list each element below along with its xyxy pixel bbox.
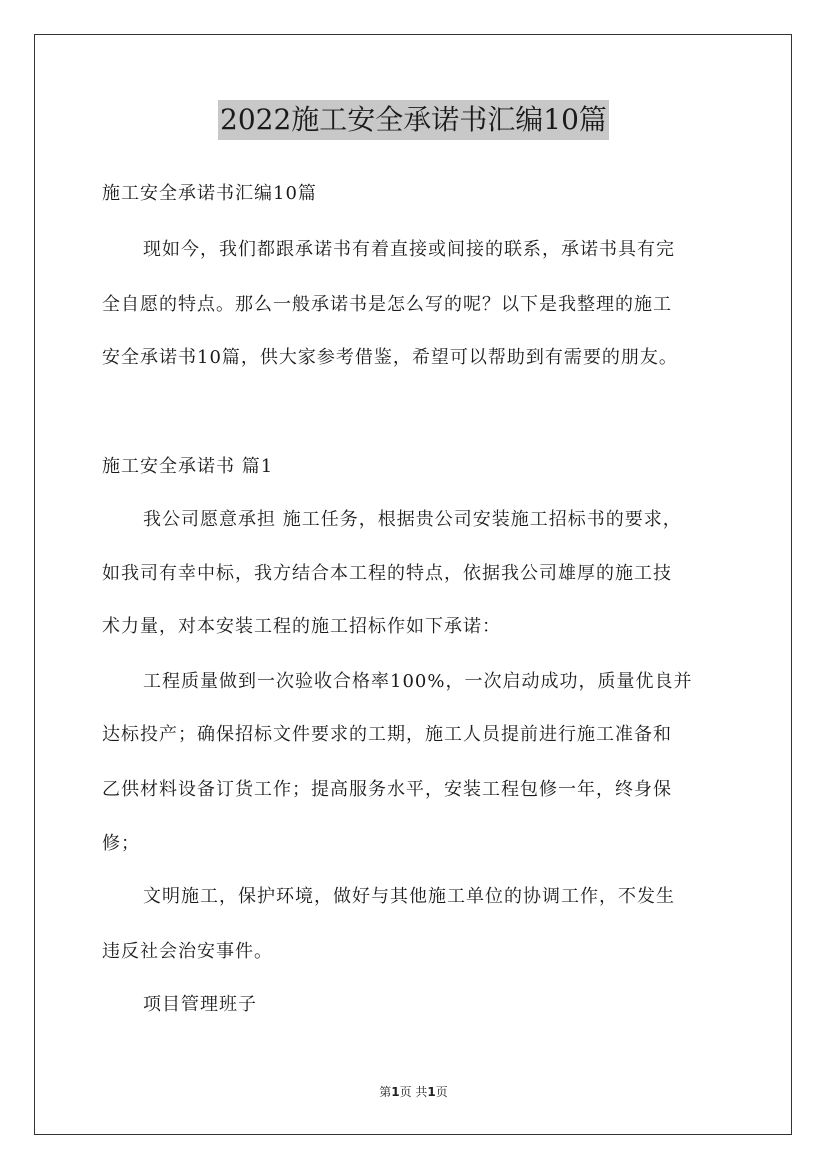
intro-line-2: 全自愿的特点。那么一般承诺书是怎么写的呢？以下是我整理的施工 [102, 294, 672, 315]
body-line-8: 文明施工，保护环境，做好与其他施工单位的协调工作，不发生 [143, 886, 675, 907]
document-title: 2022施工安全承诺书汇编10篇 [218, 100, 609, 140]
body-line-6: 乙供材料设备订货工作；提高服务水平，安装工程包修一年，终身保 [102, 779, 672, 800]
body-line-5: 达标投产；确保招标文件要求的工期，施工人员提前进行施工准备和 [102, 724, 672, 745]
intro-line-1: 现如今，我们都跟承诺书有着直接或间接的联系，承诺书具有完 [143, 239, 675, 260]
body-line-4: 工程质量做到一次验收合格率100%，一次启动成功，质量优良并 [143, 671, 693, 692]
body-line-2: 如我司有幸中标，我方结合本工程的特点，依据我公司雄厚的施工技 [102, 563, 672, 584]
section-heading: 施工安全承诺书 篇1 [102, 456, 274, 477]
body-line-9: 违反社会治安事件。 [102, 941, 273, 962]
footer-total-pages: 1 [427, 1085, 436, 1099]
body-line-1: 我公司愿意承担 施工任务，根据贵公司安装施工招标书的要求， [143, 509, 682, 530]
footer-current-page: 1 [391, 1085, 400, 1099]
footer-prefix: 第 [379, 1085, 392, 1099]
footer-mid: 页 共 [399, 1085, 428, 1099]
body-line-10: 项目管理班子 [143, 994, 257, 1015]
document-subtitle: 施工安全承诺书汇编10篇 [102, 183, 317, 204]
intro-line-3: 安全承诺书10篇，供大家参考借鉴，希望可以帮助到有需要的朋友。 [102, 347, 678, 368]
footer-suffix: 页 [435, 1085, 448, 1099]
body-line-3: 术力量，对本安装工程的施工招标作如下承诺： [102, 616, 501, 637]
title-container [0, 100, 827, 140]
body-line-7: 修； [102, 833, 140, 854]
page-footer [0, 1084, 827, 1100]
